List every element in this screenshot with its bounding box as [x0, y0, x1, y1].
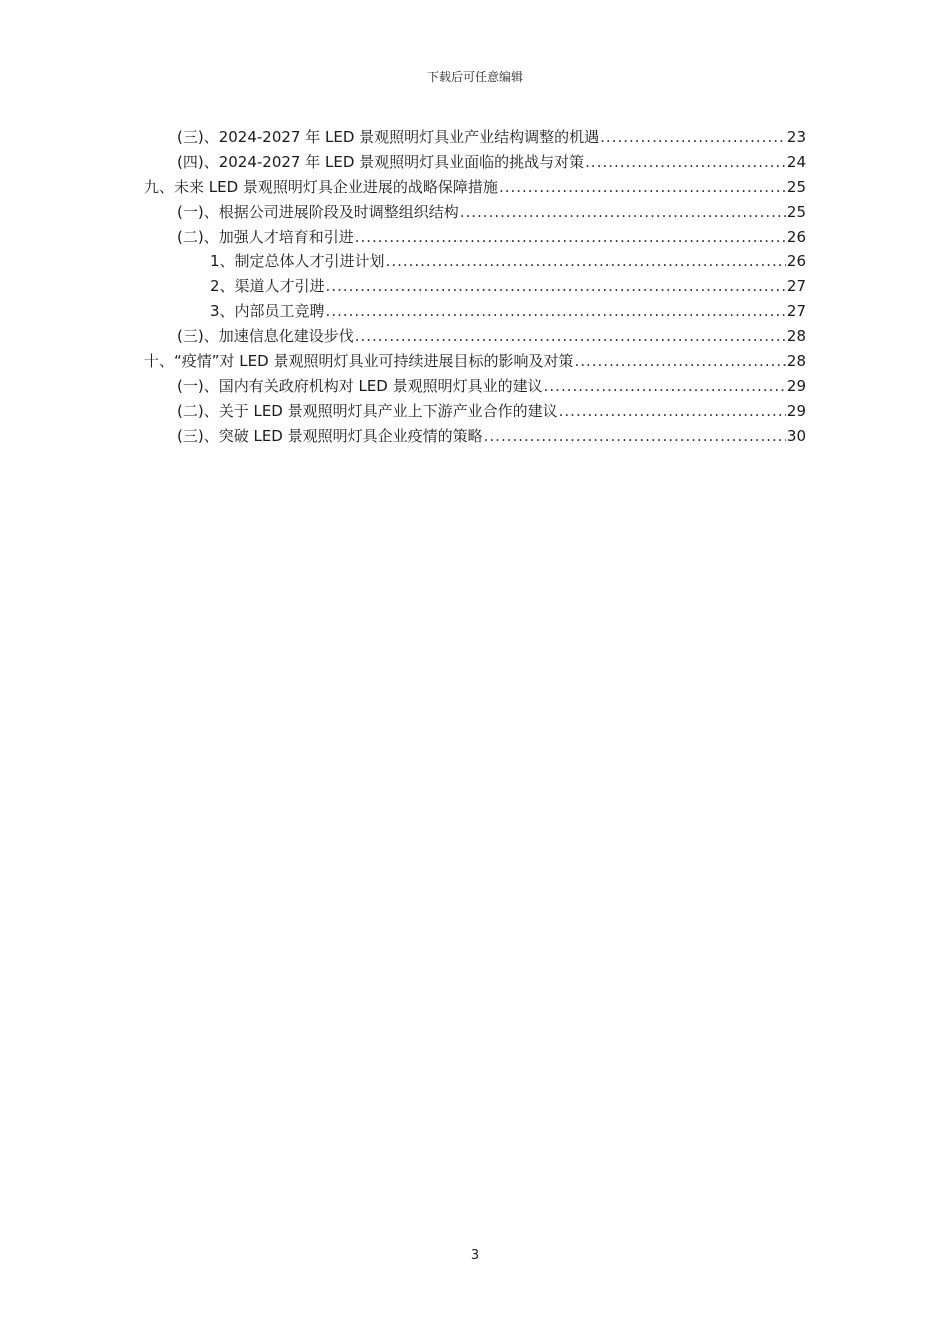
toc-entry[interactable] [144, 125, 806, 150]
toc-entry-page: 25 [786, 202, 806, 221]
toc-leader-dots [326, 274, 786, 299]
toc-entry-page: 27 [786, 277, 806, 296]
toc-entry-title: (三)、2024-2027 年 LED 景观照明灯具业产业结构调整的机遇 [177, 128, 600, 146]
toc-leader-dots [574, 349, 785, 374]
table-of-contents [144, 125, 806, 449]
toc-entry[interactable] [144, 424, 806, 449]
toc-entry[interactable] [144, 200, 806, 225]
toc-entry-page: 29 [786, 401, 806, 420]
toc-entry-title: 2、渠道人才引进 [210, 277, 325, 296]
toc-leader-dots [355, 324, 786, 349]
toc-entry-title: (一)、国内有关政府机构对 LED 景观照明灯具业的建议 [177, 376, 543, 395]
toc-entry[interactable] [144, 374, 806, 399]
toc-leader-dots [460, 200, 786, 225]
toc-entry-title: (二)、关于 LED 景观照明灯具产业上下游产业合作的建议 [177, 401, 558, 420]
toc-entry-page: 28 [786, 327, 806, 346]
toc-entry-title: 3、内部员工竞聘 [210, 302, 325, 321]
toc-entry-title: (一)、根据公司进展阶段及时调整组织结构 [177, 202, 459, 221]
toc-entry-title: 十、“疫情”对 LED 景观照明灯具业可持续进展目标的影响及对策 [144, 352, 574, 371]
toc-entry[interactable] [144, 225, 806, 250]
toc-entry-page: 26 [786, 227, 806, 246]
header-note: 下载后可任意编辑 [426, 70, 523, 84]
toc-entry-title: (二)、加强人才培育和引进 [177, 227, 354, 246]
toc-leader-dots [559, 399, 786, 424]
toc-entry-page: 26 [786, 252, 806, 271]
toc-entry[interactable] [144, 324, 806, 349]
toc-entry-title: (四)、2024-2027 年 LED 景观照明灯具业面临的挑战与对策 [177, 152, 585, 171]
toc-entry-page: 30 [786, 426, 806, 445]
toc-entry[interactable] [144, 150, 806, 175]
page-number: 3 [470, 1248, 480, 1263]
toc-leader-dots [600, 125, 786, 150]
toc-entry-page: 28 [786, 352, 806, 371]
toc-leader-dots [484, 424, 786, 449]
toc-entry-page: 24 [786, 152, 806, 171]
toc-entry-page: 23 [786, 128, 806, 146]
toc-entry-title: (三)、突破 LED 景观照明灯具企业疫情的策略 [177, 426, 483, 445]
toc-entry-page: 25 [786, 177, 806, 196]
toc-leader-dots [386, 249, 786, 274]
toc-entry-page: 27 [786, 302, 806, 321]
toc-entry-title: (三)、加速信息化建设步伐 [177, 327, 354, 346]
toc-entry[interactable] [144, 175, 806, 200]
toc-leader-dots [326, 299, 786, 324]
toc-leader-dots [355, 225, 786, 250]
toc-leader-dots [499, 175, 786, 200]
toc-leader-dots [585, 150, 786, 175]
toc-leader-dots [544, 374, 786, 399]
toc-entry-title: 九、未来 LED 景观照明灯具企业进展的战略保障措施 [144, 177, 498, 196]
toc-entry-title: 1、制定总体人才引进计划 [210, 252, 385, 271]
toc-entry[interactable] [144, 274, 806, 299]
toc-entry[interactable] [144, 249, 806, 274]
toc-entry-page: 29 [786, 376, 806, 395]
toc-entry[interactable] [144, 299, 806, 324]
toc-entry[interactable] [144, 399, 806, 424]
toc-entry[interactable] [144, 349, 806, 374]
